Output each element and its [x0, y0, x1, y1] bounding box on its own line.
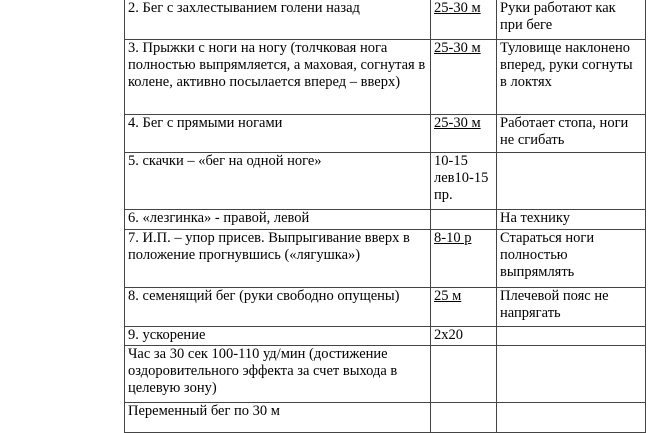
table-row [125, 0, 646, 40]
notes-cell [497, 153, 646, 210]
table-row [125, 230, 646, 288]
notes-cell: Работает стопа, ноги не сгибать [497, 115, 646, 153]
notes-cell: Руки работают как при беге [497, 0, 646, 40]
exercise-cell: 2. Бег с захлестыванием голени назад [125, 0, 431, 40]
notes-cell: Туловище наклонено вперед, руки согнуты в локтях [497, 40, 646, 115]
dose-cell: 25 м [431, 288, 497, 327]
exercise-table [124, 0, 646, 433]
exercise-cell: 4. Бег с прямыми ногами [125, 115, 431, 153]
table-row [125, 288, 646, 327]
dose-cell: 25-30 м [431, 115, 497, 153]
notes-cell: Стараться ноги полностью выпрямлять [497, 230, 646, 288]
notes-cell: Плечевой пояс не напрягать [497, 288, 646, 327]
dose-cell: 25-30 м [431, 0, 497, 40]
table-row [125, 210, 646, 230]
exercise-cell: 9. ускорение [125, 327, 431, 346]
dose-cell: 8-10 р [431, 230, 497, 288]
exercise-cell: 3. Прыжки с ноги на ногу (толчковая нога полностью выпрямляется, а маховая, согнутая в колене, активно посылается вперед – вверх) [125, 40, 431, 115]
dose-cell: 10-15 лев10-15 пр. [431, 153, 497, 210]
dose-cell: 2х20 [431, 327, 497, 346]
table-row [125, 403, 646, 433]
notes-cell: На технику [497, 210, 646, 230]
exercise-cell: 7. И.П. – упор присев. Выпрыгивание вверх в положение прогнувшись («лягушка») [125, 230, 431, 288]
dose-cell [431, 403, 497, 433]
dose-cell [431, 210, 497, 230]
notes-cell [497, 327, 646, 346]
table-row [125, 346, 646, 403]
exercise-cell: 5. скачки – «бег на одной ноге» [125, 153, 431, 210]
exercise-cell: Час за 30 сек 100-110 уд/мин (достижение оздоровительного эффекта за счет выхода в целевую зону) [125, 346, 431, 403]
exercise-cell: 6. «лезгинка» - правой, левой [125, 210, 431, 230]
table-row [125, 115, 646, 153]
exercise-cell: Переменный бег по 30 м [125, 403, 431, 433]
table-row [125, 327, 646, 346]
table-row [125, 153, 646, 210]
dose-cell [431, 346, 497, 403]
notes-cell [497, 346, 646, 403]
exercise-cell: 8. семенящий бег (руки свободно опущены) [125, 288, 431, 327]
dose-cell: 25-30 м [431, 40, 497, 115]
table-row [125, 40, 646, 115]
notes-cell [497, 403, 646, 433]
